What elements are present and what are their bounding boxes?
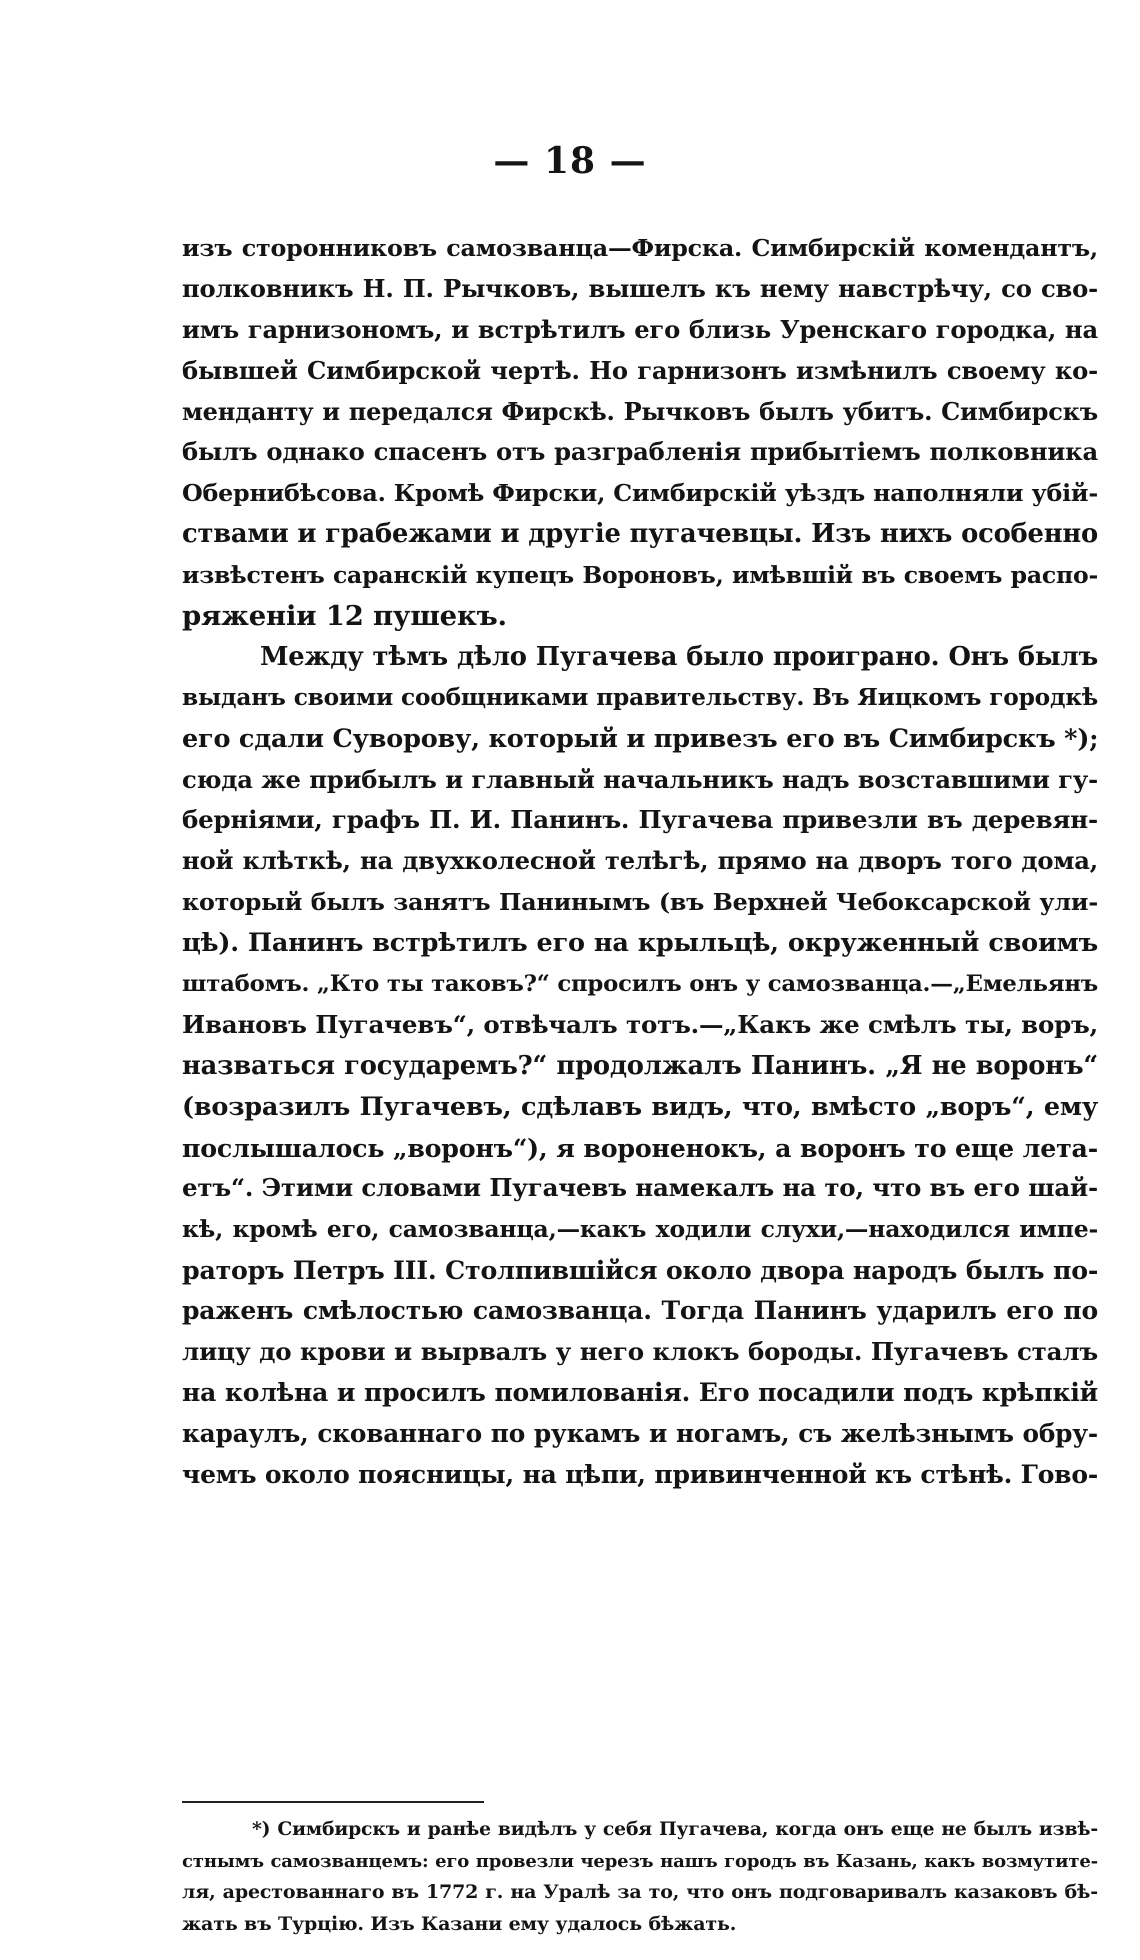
text-line: послышалось „воронъ“), я вороненокъ, а воронъ то еще лета- [182,1132,1098,1163]
text-line: штабомъ. „Кто ты таковъ?“ спросилъ онъ у самозванца.—„Емельянъ [182,971,1099,998]
text-line: выданъ своими сообщниками правительству. Въ Яицкомъ городкѣ [182,683,1098,711]
text-line: его сдали Суворову, который и привезъ его въ Симбирскъ *); [182,723,1099,754]
footnote-line: *) Симбирскъ и ранѣе видѣлъ у себя Пугачева, когда онъ еще не былъ извѣ- [252,1818,1098,1840]
footnote-line: стнымъ самозванцемъ: его провезли черезъ нашъ городъ въ Казань, какъ возмутите- [182,1850,1098,1872]
footnote [182,1814,1098,1940]
text-line: изъ сторонниковъ самозванца—Фирска. Симбирскій комендантъ, [182,234,1098,262]
text-line: полковникъ Н. П. Рычковъ, вышелъ къ нему навстрѣчу, со сво- [182,273,1098,303]
text-line: который былъ занятъ Панинымъ (въ Верхней Чебоксарской ули- [182,888,1098,917]
text-line: Ивановъ Пугачевъ“, отвѣчалъ тотъ.—„Какъ же смѣлъ ты, воръ, [182,1009,1098,1039]
text-line: караулъ, скованнаго по рукамъ и ногамъ, съ желѣзнымъ обру- [182,1418,1098,1448]
text-line: ряженіи 12 пушекъ. [182,600,507,633]
footnote-divider [182,1801,484,1803]
page-number: — 18 — [493,140,647,182]
text-line: сюда же прибылъ и главный начальникъ надъ возставшими гу- [182,764,1098,794]
text-line: лицу до крови и вырвалъ у него клокъ бороды. Пугачевъ сталъ [182,1337,1098,1367]
footnote-line: жать въ Турцію. Изъ Казани ему удалось бѣжать. [182,1912,737,1935]
text-line: бывшей Симбирской чертѣ. Но гарнизонъ измѣнилъ своему ко- [182,355,1098,385]
text-line: кѣ, кромѣ его, самозванца,—какъ ходили слухи,—находился импе- [182,1215,1098,1244]
text-line: назваться государемъ?“ продолжалъ Панинъ. „Я не воронъ“ [182,1050,1098,1081]
text-line: етъ“. Этими словами Пугачевъ намекалъ на то, что въ его шай- [182,1173,1098,1203]
text-line: извѣстенъ саранскій купецъ Вороновъ, имѣвшій въ своемъ распо- [182,561,1098,590]
text-line: на колѣна и просилъ помилованія. Его посадили подъ крѣпкій [182,1377,1098,1407]
text-line: былъ однако спасенъ отъ разграбленія прибытіемъ полковника [182,437,1098,467]
text-line: чемъ около поясницы, на цѣпи, привинченной къ стѣнѣ. Гово- [182,1459,1098,1489]
text-line: цѣ). Панинъ встрѣтилъ его на крыльцѣ, окруженный своимъ [182,928,1098,959]
text-line: ной клѣткѣ, на двухколесной телѣгѣ, прямо на дворъ того дома, [182,846,1098,876]
body-text [182,228,1098,1496]
text-line: (возразилъ Пугачевъ, сдѣлавъ видъ, что, вмѣсто „воръ“, ему [182,1091,1098,1122]
text-line: Между тѣмъ дѣло Пугачева было проиграно. Онъ былъ [260,641,1098,672]
text-line: имъ гарнизономъ, и встрѣтилъ его близь Уренскаго городка, на [182,314,1098,344]
text-line: берніями, графъ П. И. Панинъ. Пугачева привезли въ деревян- [182,805,1098,835]
text-line: раженъ смѣлостью самозванца. Тогда Панинъ ударилъ его по [182,1296,1098,1326]
footnote-line: ля, арестованнаго въ 1772 г. на Уралѣ за то, что онъ подговаривалъ казаковъ бѣ- [182,1881,1098,1903]
text-line: раторъ Петръ III. Столпившійся около двора народъ былъ по- [182,1255,1099,1286]
text-line: Обернибѣсова. Кромѣ Фирски, Симбирскій уѣздъ наполняли убій- [182,479,1098,508]
text-line: менданту и передался Фирскѣ. Рычковъ былъ убитъ. Симбирскъ [182,396,1098,426]
text-line: ствами и грабежами и другіе пугачевцы. Изъ нихъ особенно [182,519,1098,550]
